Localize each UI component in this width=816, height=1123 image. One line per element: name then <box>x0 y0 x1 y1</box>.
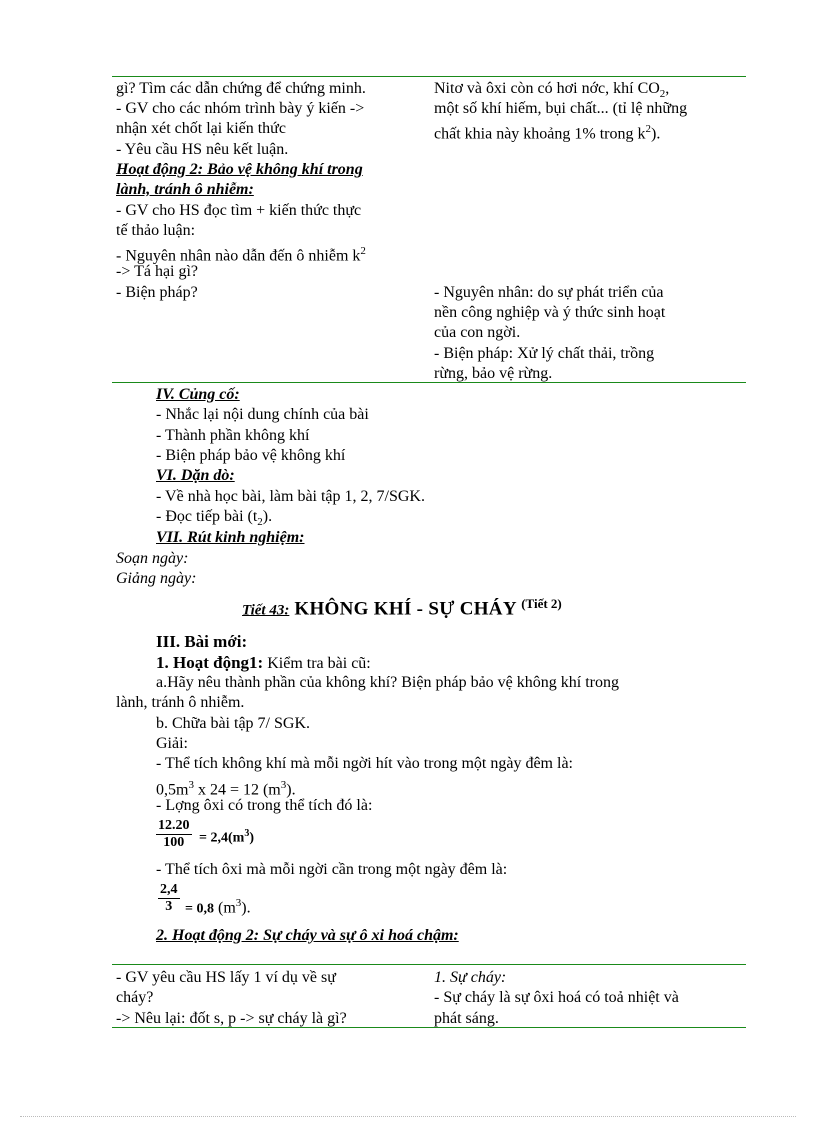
superscript-3: 3 <box>280 779 287 791</box>
superscript-2: 2 <box>360 245 366 257</box>
air-composition-text: Nitơ và ôxi còn có hơi nớc, khí CO <box>434 80 660 97</box>
volume-text-a: 0,5m <box>156 781 189 799</box>
table1-right-cause-1: - Nguyên nhân: do sự phát triển của <box>434 284 664 301</box>
section-iii-heading: III. Bài mới: <box>156 632 248 651</box>
section-vi-item-1: - Về nhà học bài, làm bài tập 1, 2, 7/SGK. <box>156 488 425 505</box>
fraction-denominator: 3 <box>165 899 173 914</box>
fraction-oxygen-volume <box>156 818 192 851</box>
lesson-number: Tiết 43: <box>242 602 290 619</box>
solution-line-1: - Thể tích không khí mà mỗi ngời hít vào trong một ngày đêm là: <box>156 755 573 772</box>
volume-text-c: ). <box>286 781 296 799</box>
table2-left-line-1: - GV yêu cầu HS lấy 1 ví dụ về sự <box>116 969 336 986</box>
table1-right-measure-1: - Biện pháp: Xử lý chất thải, trồng <box>434 345 655 362</box>
table1-bottom-rule <box>112 382 746 383</box>
table1-left-line-2: - GV cho các nhóm trình bày ý kiến -> <box>116 100 365 117</box>
result-value: = 2,4(m <box>199 830 245 846</box>
volume-text-b: x 24 = 12 (m <box>193 781 281 799</box>
combustion-subheading: 1. Sự cháy: <box>434 969 507 986</box>
table1-left-line-4: - Yêu cầu HS nêu kết luận. <box>116 141 289 158</box>
table1-left-line-3: nhận xét chốt lại kiến thức <box>116 120 286 137</box>
activity2-heading: 2. Hoạt động 2: Sự cháy và sự ô xi hoá chậm: <box>156 927 459 944</box>
closing-text: ). <box>262 508 273 525</box>
fraction-result <box>199 824 254 849</box>
table1-right-cause-2: nền công nghiệp và ý thức sinh hoạt <box>434 304 666 321</box>
read-next-text: - Đọc tiếp bài (t <box>156 508 258 525</box>
question-a-line-2: lành, tránh ô nhiễm. <box>116 694 245 711</box>
section-iv-item-2: - Thành phần không khí <box>156 427 310 444</box>
table2-bottom-rule <box>112 1027 746 1028</box>
fraction-numerator: 2,4 <box>160 882 178 897</box>
activity1-line <box>156 653 371 674</box>
unit-text-a: (m <box>213 899 236 917</box>
table1-left-line-8: tế thảo luận: <box>116 222 196 239</box>
table2-right-line-2: phát sáng. <box>434 1010 499 1027</box>
fraction-2-result <box>185 893 251 919</box>
table1-top-rule <box>112 76 746 77</box>
lesson-part: (Tiết 2) <box>521 596 562 611</box>
taught-date-label: Giảng ngày: <box>116 570 197 587</box>
question-a-line-1: a.Hãy nêu thành phần của không khí? Biện pháp bảo vệ không khí trong <box>156 674 619 691</box>
pollution-cause-question: - Nguyên nhân nào dẫn đến ô nhiễm k <box>116 247 361 265</box>
section-vi-heading: VI. Dặn dò: <box>156 467 235 484</box>
activity1-text: Kiểm tra bài cũ: <box>263 655 371 672</box>
subscript-2: 2 <box>257 516 263 529</box>
closing-paren: ) <box>249 830 254 846</box>
section-vii-heading: VII. Rút kinh nghiệm: <box>156 529 305 546</box>
fraction-per-person <box>158 882 180 915</box>
unit-text-b: ). <box>241 899 251 917</box>
comma: , <box>665 80 670 97</box>
activity1-label: 1. Hoạt động1: <box>156 653 264 672</box>
section-iv-item-1: - Nhắc lại nội dung chính của bài <box>156 406 369 423</box>
table1-left-line-10: -> Tá hại gì? <box>116 263 199 280</box>
table1-right-cause-3: của con ngời. <box>434 324 521 341</box>
subscript-2: 2 <box>659 88 666 101</box>
fraction-numerator: 12.20 <box>158 818 190 833</box>
table2-left-line-2: cháy? <box>116 989 154 1006</box>
superscript-2: 2 <box>645 123 651 135</box>
activity2-heading-line-1: Hoạt động 2: Bảo vệ không khí trong <box>116 161 363 178</box>
table2-left-line-3: -> Nêu lại: đốt s, p -> sự cháy là gì? <box>116 1010 347 1027</box>
lesson-name: KHÔNG KHÍ - SỰ CHÁY <box>289 598 522 620</box>
superscript-3: 3 <box>244 828 250 839</box>
activity2-heading-line-2: lành, tránh ô nhiễm: <box>116 181 254 198</box>
solution-line-4: - Thể tích ôxi mà mỗi ngời cần trong một ngày đêm là: <box>156 861 508 878</box>
ratio-text: chất khia này khoảng 1% trong k <box>434 125 646 143</box>
table1-left-line-11: - Biện pháp? <box>116 284 198 301</box>
fraction-denominator: 100 <box>163 835 185 850</box>
table2-right-line-1: - Sự cháy là sự ôxi hoá có toả nhiệt và <box>434 989 679 1006</box>
section-iv-heading: IV. Củng cố: <box>156 386 240 403</box>
closing-paren: ). <box>651 125 661 143</box>
page-bottom-dotted-border <box>20 1116 796 1117</box>
lesson-title <box>242 592 562 622</box>
solution-label: Giải: <box>156 735 188 752</box>
table1-right-measure-2: rừng, bảo vệ rừng. <box>434 365 553 382</box>
superscript-3: 3 <box>188 779 194 791</box>
section-iv-item-3: - Biện pháp bảo vệ không khí <box>156 447 346 464</box>
table2-top-rule <box>112 964 746 965</box>
superscript-3: 3 <box>235 897 242 909</box>
solution-line-3: - Lợng ôxi có trong thể tích đó là: <box>156 797 373 814</box>
prepared-date-label: Soạn ngày: <box>116 550 189 567</box>
table1-right-line-2: một số khí hiếm, bụi chất... (tỉ lệ những <box>434 100 688 117</box>
table1-right-line-3 <box>434 119 660 144</box>
question-b: b. Chữa bài tập 7/ SGK. <box>156 715 310 732</box>
table1-left-line-7: - GV cho HS đọc tìm + kiến thức thực <box>116 202 362 219</box>
result-value: = 0,8 <box>185 901 214 917</box>
table1-left-line-1: gì? Tìm các dẫn chứng để chứng minh. <box>116 80 366 97</box>
